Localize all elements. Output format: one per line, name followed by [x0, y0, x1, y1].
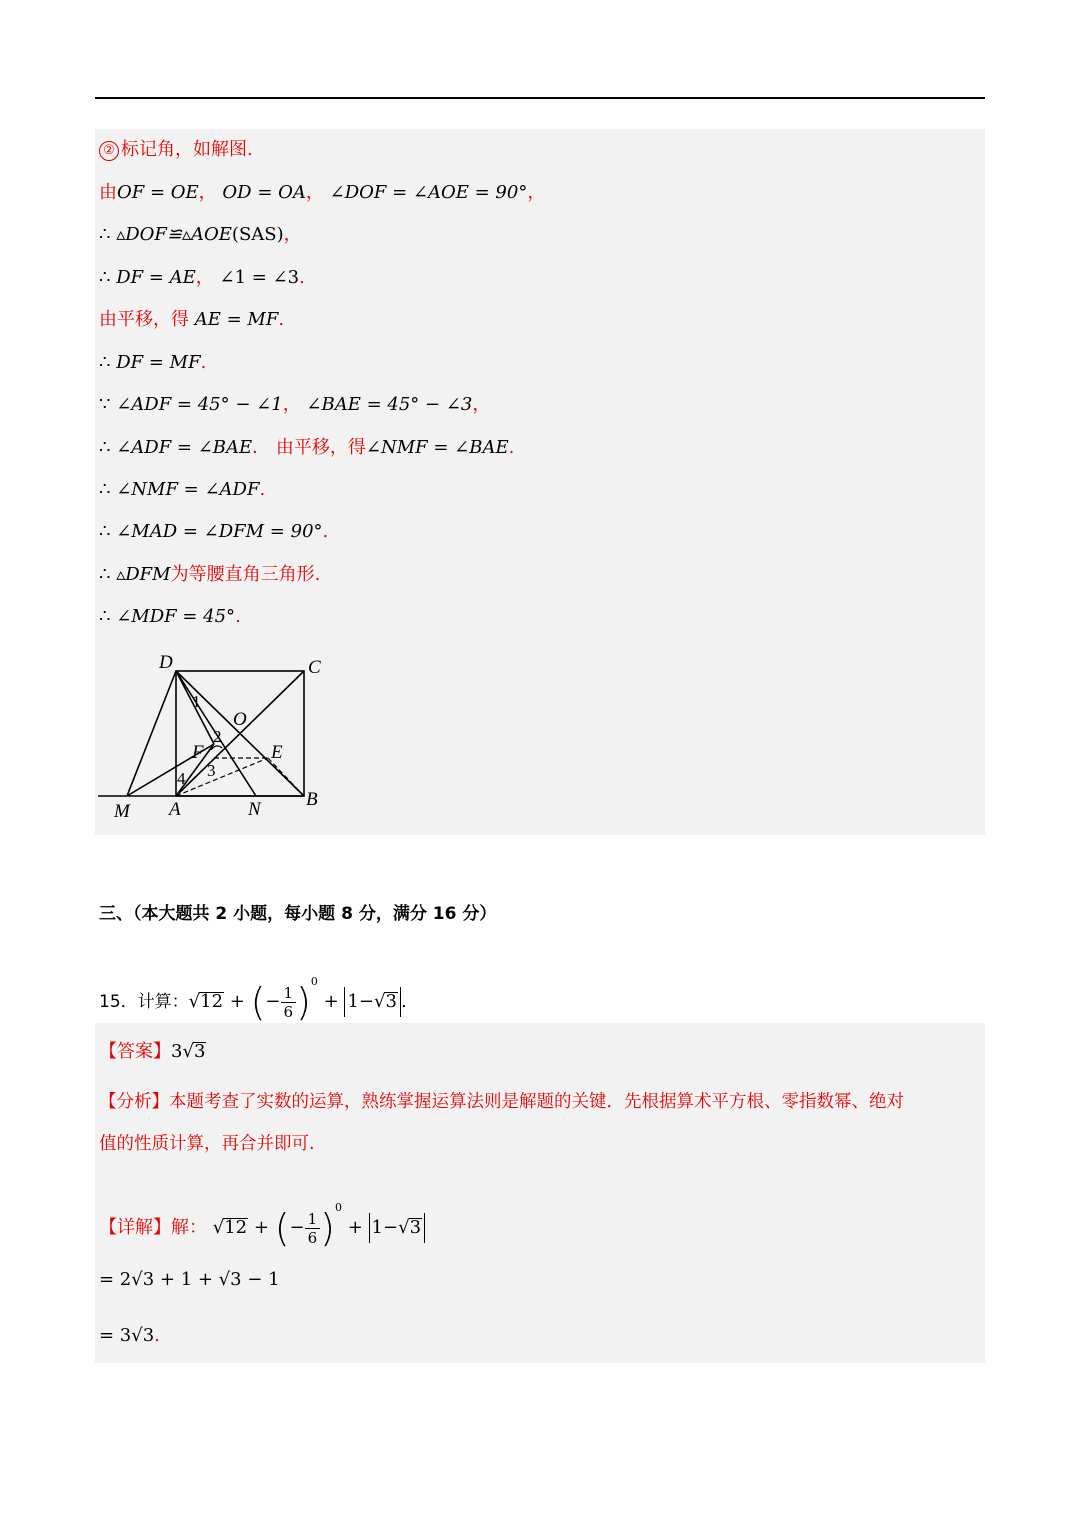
step-line-4: ∴ DF = AE， ∠1 = ∠3. [99, 267, 305, 288]
svg-text:D: D [159, 652, 173, 673]
svg-text:E: E [271, 742, 283, 763]
step-line-5: 由平移，得 AE = MF. [99, 309, 285, 330]
svg-text:O: O [233, 709, 247, 730]
step-line-7: ∵ ∠ADF = 45° − ∠1， ∠BAE = 45° − ∠3， [99, 394, 491, 415]
header-rule [95, 97, 985, 99]
fraction: $\frac{1}{6}$ [281, 984, 297, 1021]
detail-step-1: = 2√3 + 1 + √3 − 1 [99, 1269, 280, 1290]
question-15: 15．计算：√12 + (− $\frac{1}{6}$ )$^0$ + 1−√3 . [99, 975, 407, 1024]
dashed-eb [268, 758, 304, 796]
segment-md [127, 671, 176, 796]
svg-text:1: 1 [192, 692, 201, 711]
svg-text:C: C [308, 657, 321, 678]
svg-text:B: B [306, 789, 318, 810]
detail-step-2: = 3√3. [99, 1325, 160, 1346]
analysis-line-2: 值的性质计算，再合并即可. [99, 1134, 315, 1154]
detail-tag: 【详解】 [99, 1217, 171, 1238]
analysis-line-1: 【分析】本题考查了实数的运算，熟练掌握运算法则是解题的关键．先根据算术平方根、零指数幂、绝对 [99, 1092, 904, 1112]
svg-text:2: 2 [213, 727, 222, 746]
step-line-10: ∴ ∠MAD = ∠DFM = 90°. [99, 521, 329, 542]
step-line-1: ② 标记角，如解图. [99, 138, 253, 162]
step-line-6: ∴ DF = MF. [99, 352, 207, 373]
svg-text:F: F [192, 742, 204, 763]
geometry-figure [95, 648, 340, 828]
answer-tag: 【答案】 [99, 1041, 171, 1062]
svg-text:N: N [248, 799, 261, 820]
svg-text:4: 4 [177, 769, 186, 788]
step-line-2: 由OF = OE， OD = OA， ∠DOF = ∠AOE = 90°， [99, 182, 546, 203]
detail-line: 【详解】解： √12 + (− $\frac{1}{6}$ )$^0$ + 1−√3 [99, 1184, 425, 1232]
step-line-3: ∴ ▵DOF≌▵AOE(SAS)， [99, 224, 302, 245]
analysis-tag: 【分析】 [99, 1092, 169, 1112]
svg-text:3: 3 [207, 761, 216, 780]
step-line-12: ∴ ∠MDF = 45°. [99, 606, 241, 627]
step-line-9: ∴ ∠NMF = ∠ADF. [99, 479, 266, 500]
step-line-11: ∴ ▵DFM为等腰直角三角形. [99, 564, 321, 585]
step-line-8: ∴ ∠ADF = ∠BAE． 由平移，得∠NMF = ∠BAE. [99, 437, 515, 458]
answer-line: 【答案】3√3 [99, 1041, 206, 1062]
circled-number: ② [99, 141, 119, 161]
fraction: $\frac{1}{6}$ [305, 1210, 321, 1247]
svg-text:M: M [114, 801, 130, 822]
svg-text:A: A [169, 799, 181, 820]
section-heading: 三、（本大题共 2 小题，每小题 8 分，满分 16 分） [99, 904, 497, 924]
